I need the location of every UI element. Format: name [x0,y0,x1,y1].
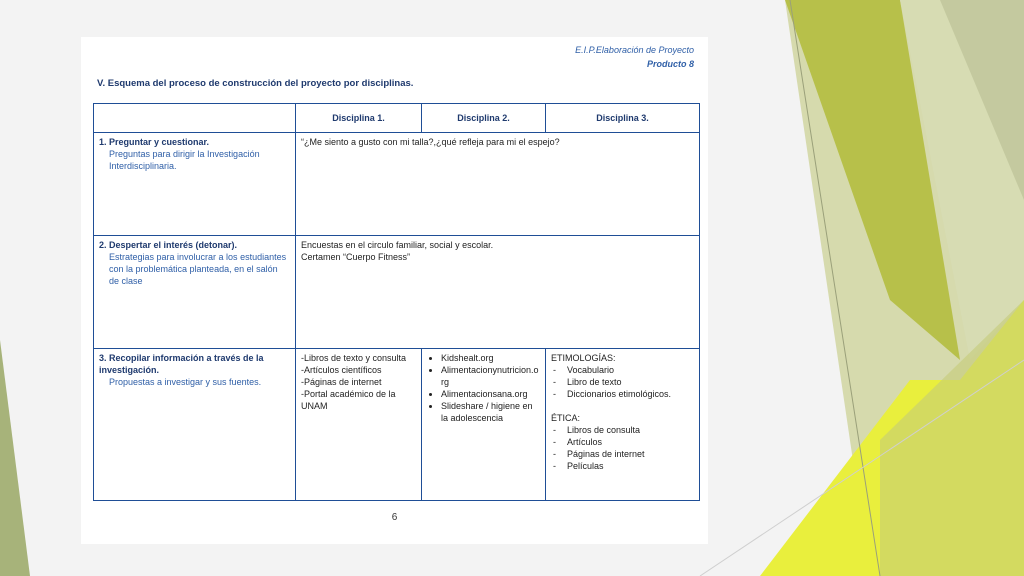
step-description: Preguntas para dirigir la Investigación Interdisciplinaria. [109,149,260,171]
content-line: Certamen “Cuerpo Fitness” [301,252,411,262]
section-title: V. Esquema del proceso de construcción del proyecto por disciplinas. [97,78,414,89]
discipline3-cell [546,349,700,501]
source-item: -Portal académico de la UNAM [301,389,396,411]
list-item: - Diccionarios etimológicos. [567,388,694,400]
website-list [427,352,540,424]
ethics-list [551,424,694,472]
subheading: ÉTICA: [551,413,581,423]
document-page [81,37,708,544]
page-number: 6 [391,512,398,523]
header-project: E.I.P.Elaboración de Proyecto [575,45,694,55]
source-item: -Libros de texto y consulta [301,353,407,363]
table-row [94,349,700,501]
step-cell [94,133,296,236]
table-row [94,236,700,349]
step-description: Propuestas a investigar y sus fuentes. [109,377,262,387]
source-item: -Artículos científicos [301,365,382,375]
etymology-list [551,364,694,400]
list-item: - Vocabulario [567,364,694,376]
subheading: ETIMOLOGÍAS: [551,353,616,363]
row-content [296,236,700,349]
step-title: 3. Recopilar información a través de la investigación. [99,353,264,375]
list-item: - Libros de consulta [567,424,694,436]
header-product: Producto 8 [646,59,694,69]
process-table [93,103,700,501]
list-item: • Slideshare / higiene en la adolescencia [441,400,540,424]
table-header-d3: Disciplina 3. [546,104,700,133]
table-header-row [94,104,700,133]
discipline2-cell [422,349,546,501]
step-cell [94,349,296,501]
row-content: “¿Me siento a gusto con mi talla?,¿qué refleja para mi el espejo? [296,133,700,236]
list-item: - Películas [567,460,694,472]
step-cell [94,236,296,349]
content-line: Encuestas en el circulo familiar, social y escolar. [301,240,494,250]
list-item: - Páginas de internet [567,448,694,460]
list-item: - Libro de texto [567,376,694,388]
table-row [94,133,700,236]
discipline1-cell [296,349,422,501]
source-item: -Páginas de internet [301,377,382,387]
step-title: 2. Despertar el interés (detonar). [99,240,238,250]
list-item: • Alimentacionynutricion.org [441,364,540,388]
step-title: 1. Preguntar y cuestionar. [99,137,210,147]
list-item: • Kidshealt.org [441,352,540,364]
step-description: Estrategias para involucrar a los estudiantes con la problemática planteada, en el salón de clase [109,252,287,286]
table-header-d1: Disciplina 1. [296,104,422,133]
list-item: - Artículos [567,436,694,448]
list-item: • Alimentacionsana.org [441,388,540,400]
table-header-empty [94,104,296,133]
table-header-d2: Disciplina 2. [422,104,546,133]
